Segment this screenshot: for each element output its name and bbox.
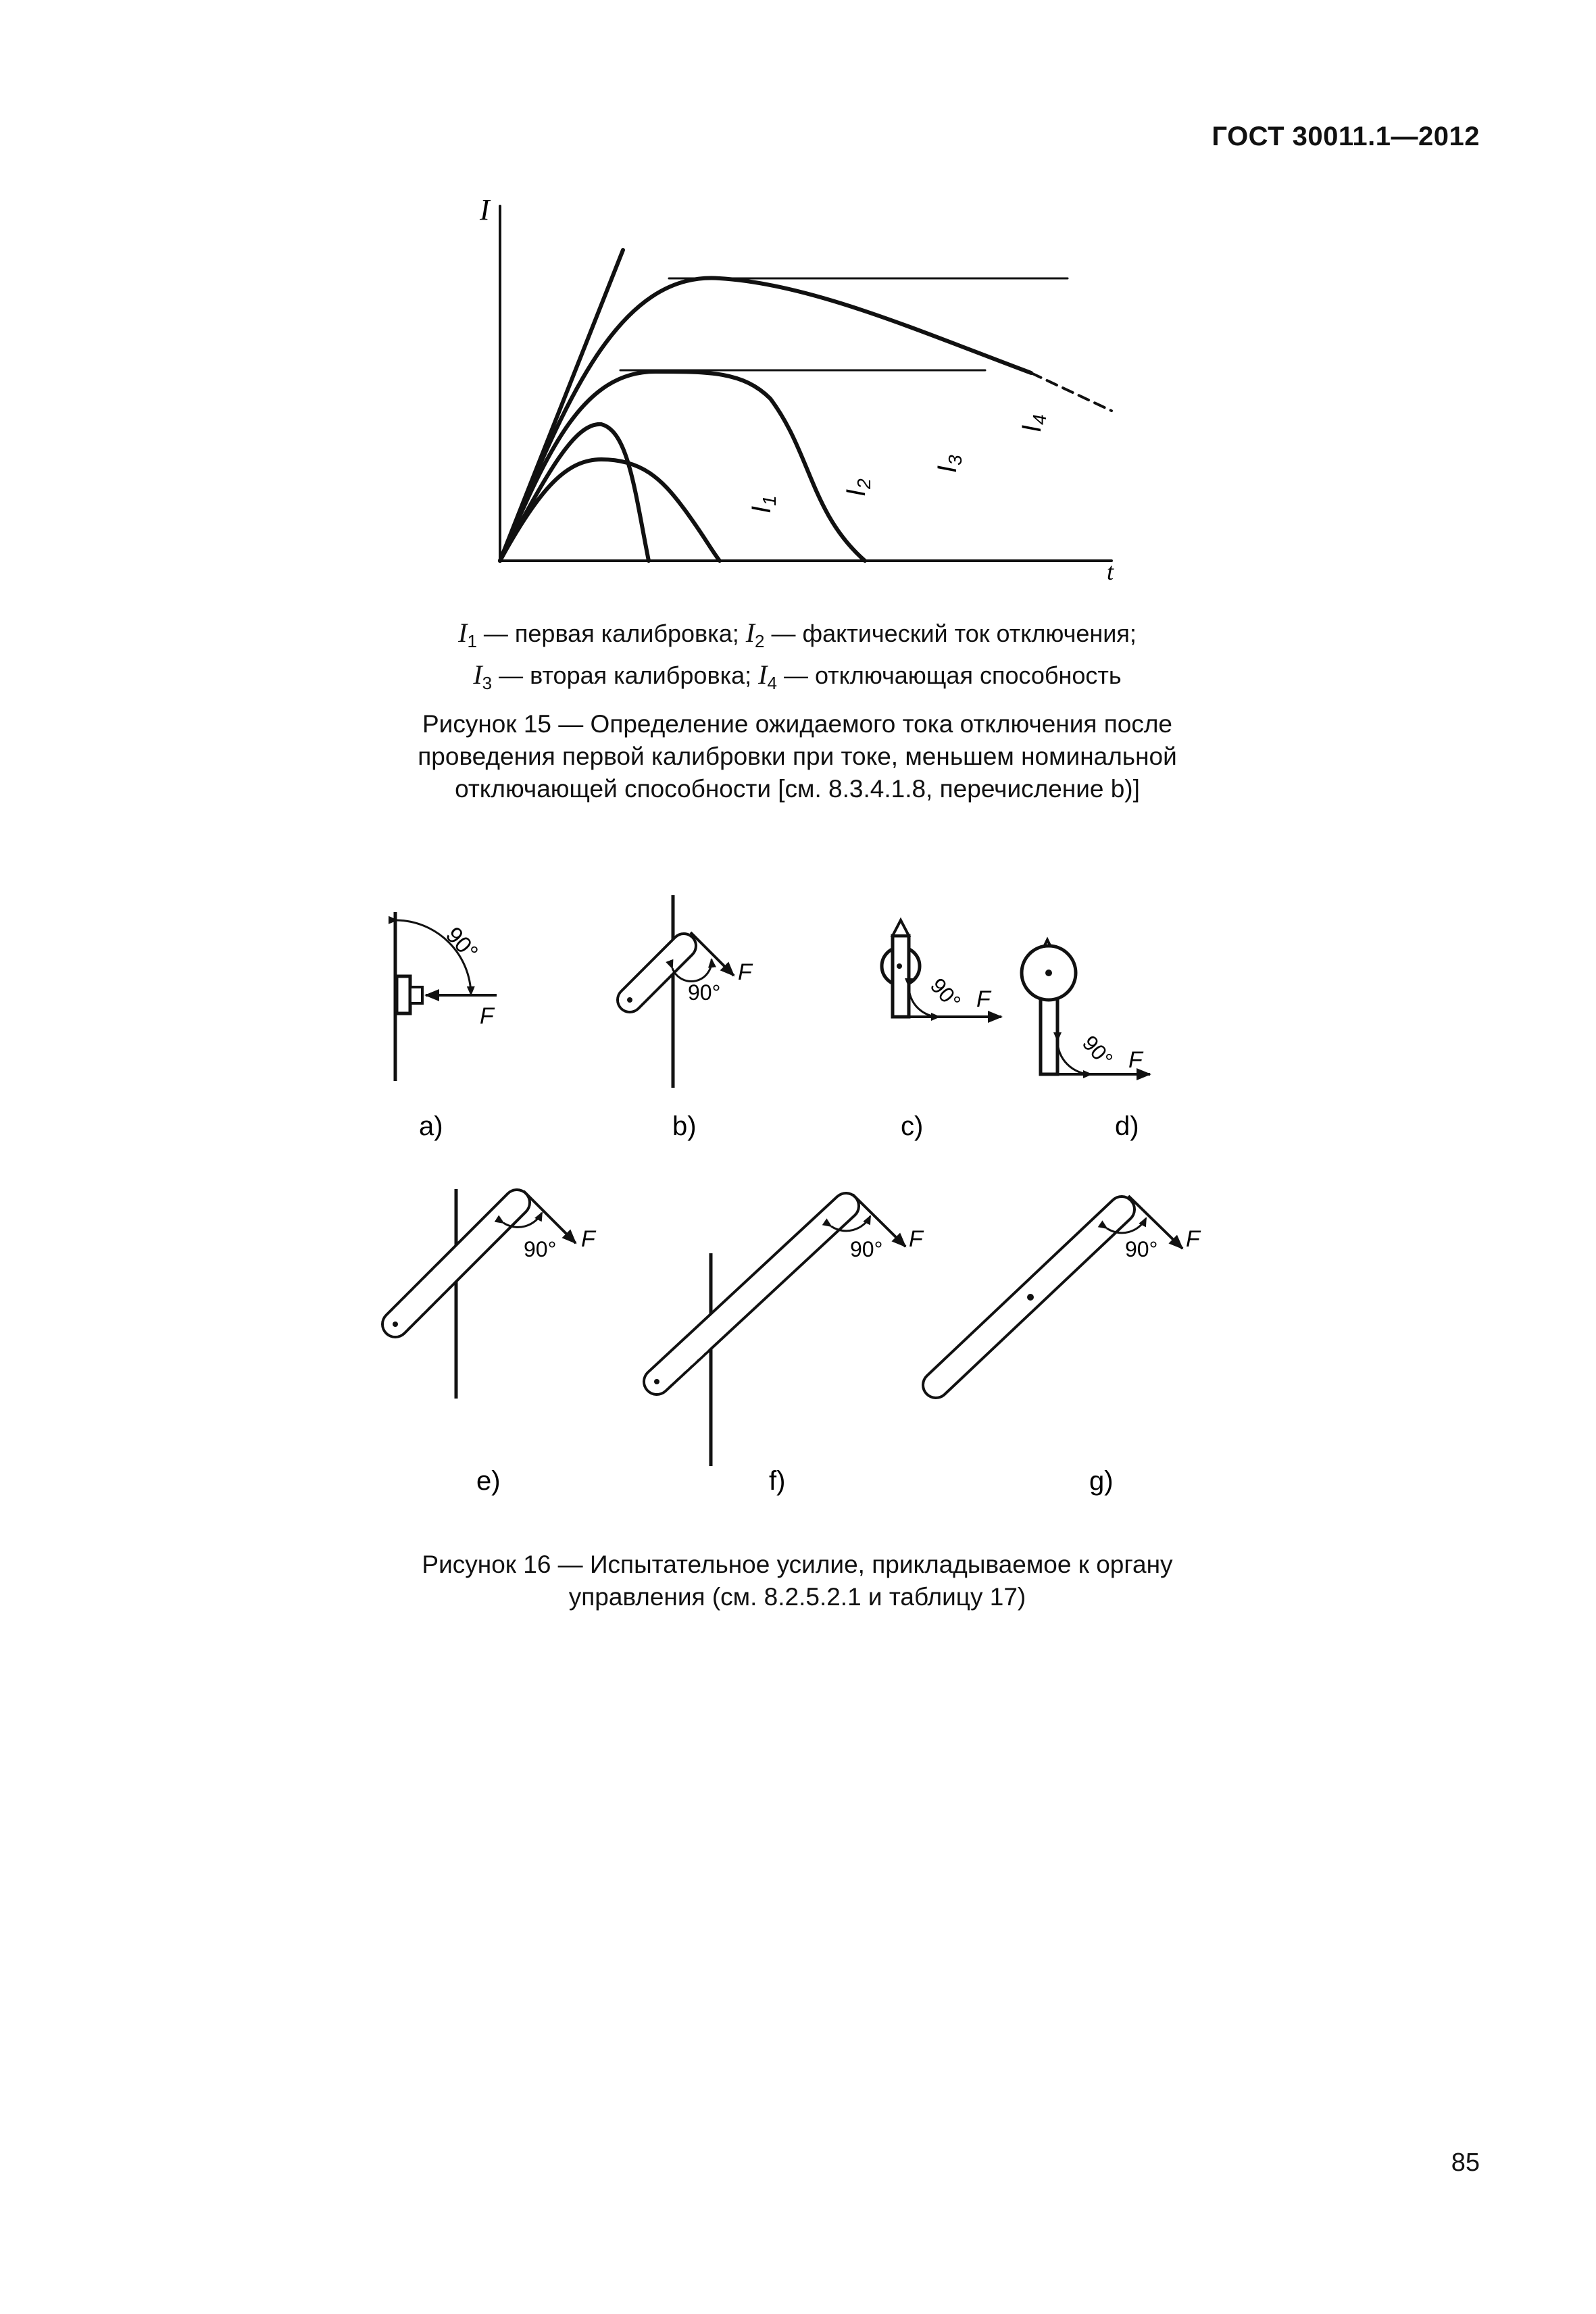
panel-a-label: a) [419,1111,443,1141]
document-header: ГОСТ 30011.1—2012 [1212,122,1480,151]
figure-16-diagram [365,878,1243,1520]
legend-line-1: $I_1$ — первая калибровка; $I_2$ — фактический ток отключения; [458,618,1137,652]
panel-d-angle: 90° [1077,1030,1118,1072]
panel-f-angle: 90° [850,1237,883,1261]
figure-15-legend [378,616,1216,700]
label-i3: $I_3$ [932,455,966,473]
panel-g-angle: 90° [1125,1237,1158,1261]
panel-d-label: d) [1115,1111,1139,1141]
panel-c-angle: 90° [925,973,966,1014]
panel-b-angle: 90° [688,980,721,1005]
panel-f-force: F [909,1226,923,1252]
page-number: 85 [1451,2148,1480,2177]
axis-label-i: I [480,196,490,226]
panel-f-lever [657,1194,905,1466]
panel-d-force: F [1128,1047,1143,1073]
figure-15-graph [446,196,1176,601]
panel-e-lever [395,1189,576,1399]
panel-a-angle: 90° [441,922,483,965]
label-i4: $I_4$ [1017,414,1050,432]
panel-f-label: f) [769,1466,786,1496]
panel-g-lever [936,1196,1182,1385]
label-i2: $I_2$ [841,478,874,497]
panel-g-force: F [1186,1226,1200,1252]
label-i1: $I_1$ [747,495,780,513]
panel-g-label: g) [1089,1466,1114,1496]
curve-i4-dashed [1031,373,1112,411]
panel-c-force: F [976,986,991,1012]
panel-e-angle: 90° [524,1237,557,1261]
legend-line-2: $I_3$ — вторая калибровка; $I_4$ — отключающая способность [473,659,1122,694]
panel-b-force: F [738,959,752,985]
figure-16-caption: Рисунок 16 — Испытательное усилие, прикладываемое к органу управления (см. 8.2.5.2.1 и таблицу 17) [422,1551,1173,1611]
panel-e-force: F [581,1226,595,1252]
curve-i2 [500,424,649,561]
axis-label-t: t [1107,558,1114,585]
figure-15-caption: Рисунок 15 — Определение ожидаемого тока отключения после проведения первой калибровки при токе, меньшем номинальной отключающей способности [см. 8.3.4.1.8, перечисление b)] [418,710,1177,803]
curve-i4 [500,278,1031,561]
panel-c-label: c) [901,1111,924,1141]
panel-b-label: b) [672,1111,697,1141]
panel-e-label: e) [476,1466,501,1496]
panel-a-force: F [480,1003,494,1029]
panel-d-knob [1022,940,1076,1074]
